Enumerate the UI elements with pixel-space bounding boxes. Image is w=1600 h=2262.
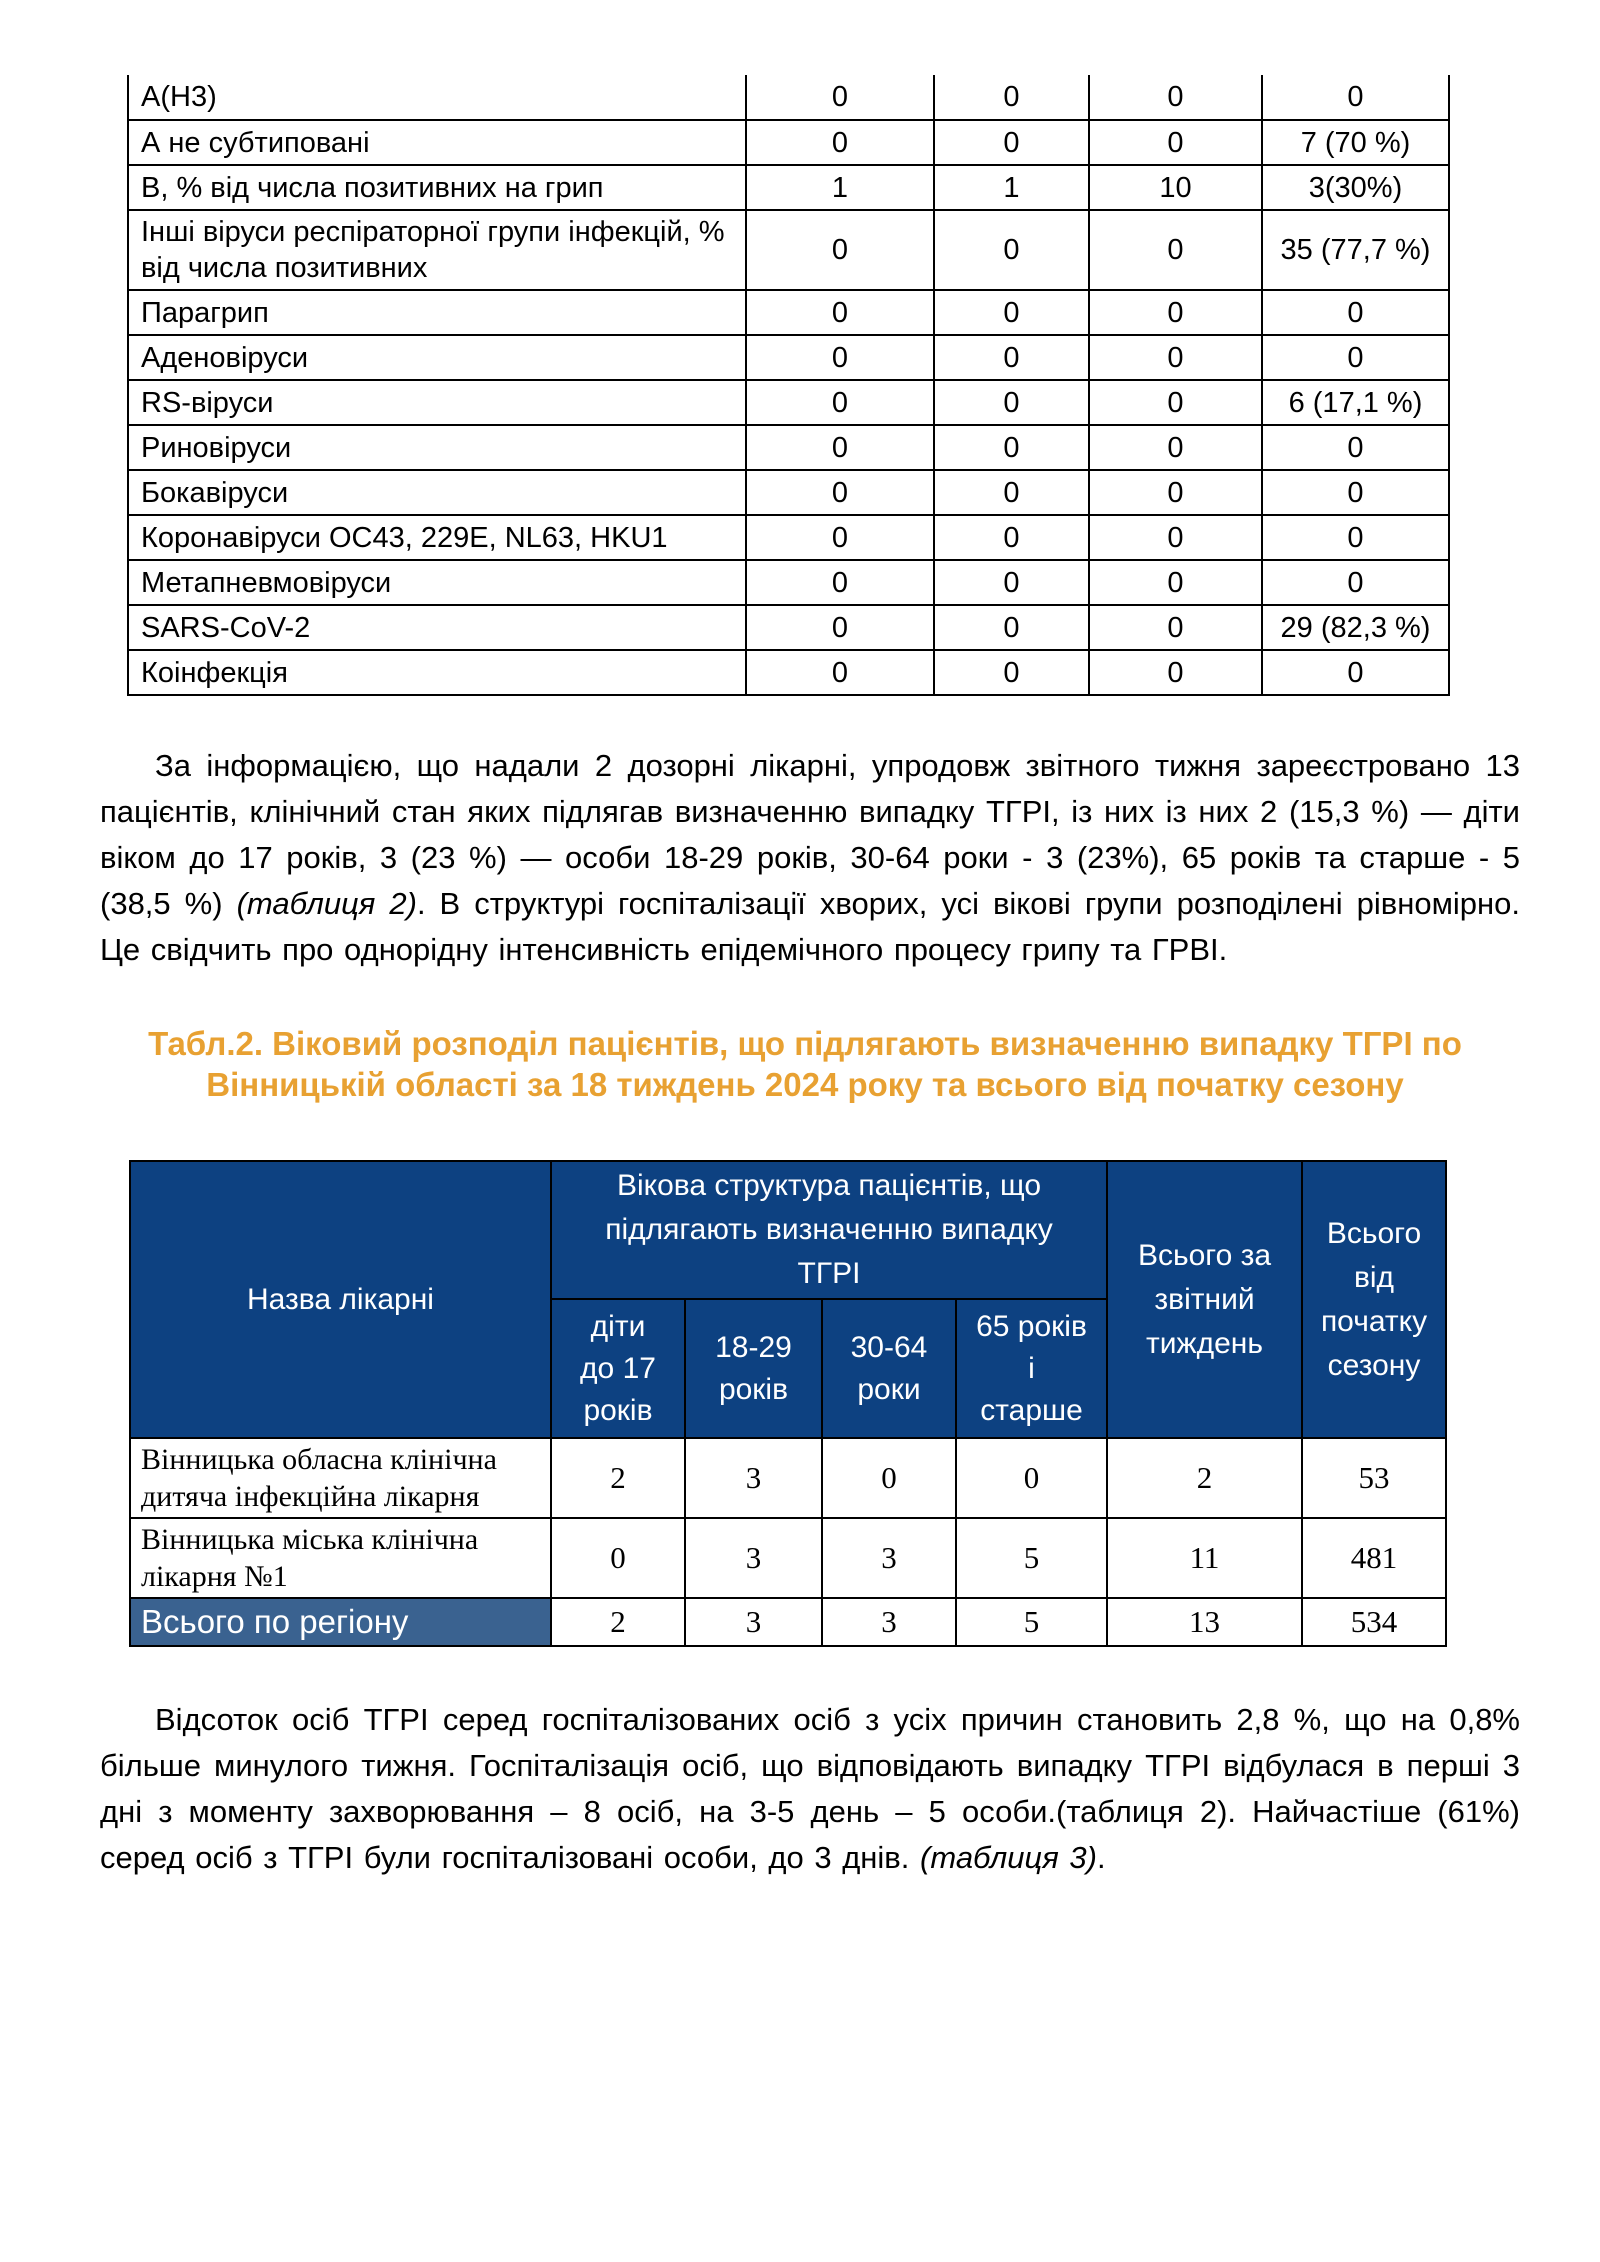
table-reference: (таблиця 2) <box>236 886 417 921</box>
virus-value: 0 <box>1262 290 1449 335</box>
age-value-cell: 3 <box>685 1518 822 1598</box>
virus-value: 0 <box>746 650 934 695</box>
virus-name: Риновіруси <box>128 425 746 470</box>
virus-name: Метапневмовіруси <box>128 560 746 605</box>
age-distribution-table <box>129 1160 1447 1647</box>
hospital-name-header: Назва лікарні <box>130 1161 551 1438</box>
virus-value: 0 <box>1089 380 1262 425</box>
age-value-cell: 2 <box>551 1598 685 1646</box>
virus-value: 0 <box>1089 210 1262 290</box>
virus-value: 0 <box>934 605 1089 650</box>
table-row <box>128 515 1449 560</box>
age-group-header: 30-64 роки <box>822 1299 956 1438</box>
virus-value: 0 <box>1262 560 1449 605</box>
virus-value: 0 <box>746 120 934 165</box>
paragraph-text: За інформацією, що надали 2 дозорні лікарні, упродовж звітного тижня зареєстровано 13 пацієнтів, клінічний стан яких підлягав визначенню випадку ТГРІ, із них із них 2 (15,3 %) — діти віком до 17 років, 3 (23 %) — особи 18-29 років, 30-64 роки - 3 (23%), 65 років та старше - 5 (38,5 %) <box>100 748 1520 921</box>
virus-value: 0 <box>934 380 1089 425</box>
table-reference: (таблиця 3) <box>920 1840 1097 1875</box>
table-row <box>128 210 1449 290</box>
region-total-label: Всього по регіону <box>130 1598 551 1646</box>
table-row <box>128 425 1449 470</box>
hospital-name-cell: Вінницька міська клінічна лікарня №1 <box>130 1518 551 1598</box>
week-total-cell: 2 <box>1107 1438 1302 1518</box>
age-value-cell: 3 <box>685 1438 822 1518</box>
virus-value: 0 <box>746 210 934 290</box>
age-value-cell: 3 <box>685 1598 822 1646</box>
season-total-header: Всього від початку сезону <box>1302 1161 1446 1438</box>
virus-name: А не субтиповані <box>128 120 746 165</box>
age-group-header: діти до 17 років <box>551 1299 685 1438</box>
virus-value: 0 <box>934 210 1089 290</box>
table2-caption: Табл.2. Віковий розподіл пацієнтів, що підлягають визначенню випадку ТГРІ по Вінницькій області за 18 тиждень 2024 року та всього від початку сезону <box>148 1025 1462 1103</box>
virus-value: 1 <box>746 165 934 210</box>
virus-value: 0 <box>934 75 1089 120</box>
virus-value: 0 <box>1089 470 1262 515</box>
virus-value: 0 <box>1089 425 1262 470</box>
virus-value: 0 <box>746 515 934 560</box>
virus-value: 0 <box>746 605 934 650</box>
virus-name: Інші віруси респіраторної групи інфекцій, % від числа позитивних <box>128 210 746 290</box>
age-value-cell: 5 <box>956 1518 1107 1598</box>
table-row <box>128 120 1449 165</box>
table-row <box>128 165 1449 210</box>
virus-value: 0 <box>1089 515 1262 560</box>
table-row <box>128 75 1449 120</box>
hospital-name-cell: Вінницька обласна клінічна дитяча інфекційна лікарня <box>130 1438 551 1518</box>
virus-value: 0 <box>746 335 934 380</box>
virus-name: Коронавіруси ОС43, 229Е, NL63, HKU1 <box>128 515 746 560</box>
virus-value: 0 <box>1262 650 1449 695</box>
virus-value: 0 <box>746 380 934 425</box>
paragraph-hospitalization-summary <box>100 743 1520 973</box>
virus-value: 0 <box>1089 290 1262 335</box>
age-value-cell: 3 <box>822 1598 956 1646</box>
virus-name: В, % від числа позитивних на грип <box>128 165 746 210</box>
virus-value: 0 <box>746 470 934 515</box>
age-value-cell: 3 <box>822 1518 956 1598</box>
paragraph-percentage-summary <box>100 1697 1520 1881</box>
virus-name: А(Н3) <box>128 75 746 120</box>
paragraph-text: . В структурі госпіталізації хворих, усі вікові групи розподілені рівномірно. Це свідчить про однорідну інтенсивність епідемічного процесу грипу та ГРВІ. <box>100 886 1521 967</box>
virus-name: Аденовіруси <box>128 335 746 380</box>
virus-value: 0 <box>1089 75 1262 120</box>
virus-value: 0 <box>746 560 934 605</box>
season-total-cell: 53 <box>1302 1438 1446 1518</box>
header-row-group <box>130 1161 1446 1299</box>
virus-value: 6 (17,1 %) <box>1262 380 1449 425</box>
week-total-cell: 11 <box>1107 1518 1302 1598</box>
virus-value: 0 <box>746 425 934 470</box>
age-value-cell: 2 <box>551 1438 685 1518</box>
season-total-cell: 534 <box>1302 1598 1446 1646</box>
virus-value: 0 <box>934 120 1089 165</box>
virus-name: Парагрип <box>128 290 746 335</box>
virus-value: 0 <box>1262 425 1449 470</box>
virus-value: 10 <box>1089 165 1262 210</box>
virus-value: 0 <box>746 75 934 120</box>
virus-value: 3(30%) <box>1262 165 1449 210</box>
virus-value: 35 (77,7 %) <box>1262 210 1449 290</box>
virus-results-table <box>127 75 1450 696</box>
virus-value: 0 <box>934 335 1089 380</box>
virus-name: Коінфекція <box>128 650 746 695</box>
table-row <box>128 335 1449 380</box>
virus-value: 0 <box>934 560 1089 605</box>
table-row <box>130 1438 1446 1518</box>
virus-value: 0 <box>1262 335 1449 380</box>
paragraph-text: Відсоток осіб ТГРІ серед госпіталізованих осіб з усіх причин становить 2,8 %, що на 0,8% більше минулого тижня. Госпіталізація осіб, що відповідають випадку ТГРІ відбулася в перші 3 дні з моменту захворювання – 8 осіб, на 3-5 день – 5 особи.(таблиця 2). Найчастіше (61%) серед осіб з ТГРІ були госпіталізовані особи, до 3 днів. <box>100 1702 1520 1875</box>
table-row <box>130 1518 1446 1598</box>
table-row <box>128 380 1449 425</box>
virus-value: 0 <box>1089 650 1262 695</box>
total-row <box>130 1598 1446 1646</box>
virus-value: 29 (82,3 %) <box>1262 605 1449 650</box>
table-row <box>128 650 1449 695</box>
virus-value: 7 (70 %) <box>1262 120 1449 165</box>
virus-value: 0 <box>1262 470 1449 515</box>
virus-value: 0 <box>934 515 1089 560</box>
paragraph-text: . <box>1097 1840 1106 1875</box>
virus-value: 0 <box>1089 120 1262 165</box>
week-total-header: Всього за звітний тиждень <box>1107 1161 1302 1438</box>
age-value-cell: 0 <box>551 1518 685 1598</box>
virus-value: 0 <box>1262 515 1449 560</box>
virus-name: RS-віруси <box>128 380 746 425</box>
virus-name: SARS-CoV-2 <box>128 605 746 650</box>
table-row <box>128 290 1449 335</box>
virus-value: 0 <box>934 650 1089 695</box>
table-row <box>128 605 1449 650</box>
virus-value: 0 <box>746 290 934 335</box>
table-row <box>128 470 1449 515</box>
virus-name: Бокавіруси <box>128 470 746 515</box>
table-row <box>128 560 1449 605</box>
age-structure-group-header: Вікова структура пацієнтів, що підлягають визначенню випадку ТГРІ <box>551 1161 1107 1299</box>
week-total-cell: 13 <box>1107 1598 1302 1646</box>
age-group-header: 65 років і старше <box>956 1299 1107 1438</box>
virus-value: 0 <box>1089 605 1262 650</box>
season-total-cell: 481 <box>1302 1518 1446 1598</box>
virus-value: 0 <box>934 425 1089 470</box>
virus-value: 0 <box>1089 335 1262 380</box>
virus-value: 0 <box>1262 75 1449 120</box>
age-value-cell: 0 <box>822 1438 956 1518</box>
age-value-cell: 0 <box>956 1438 1107 1518</box>
age-group-header: 18-29 років <box>685 1299 822 1438</box>
age-value-cell: 5 <box>956 1598 1107 1646</box>
virus-value: 1 <box>934 165 1089 210</box>
virus-value: 0 <box>1089 560 1262 605</box>
virus-value: 0 <box>934 290 1089 335</box>
virus-value: 0 <box>934 470 1089 515</box>
